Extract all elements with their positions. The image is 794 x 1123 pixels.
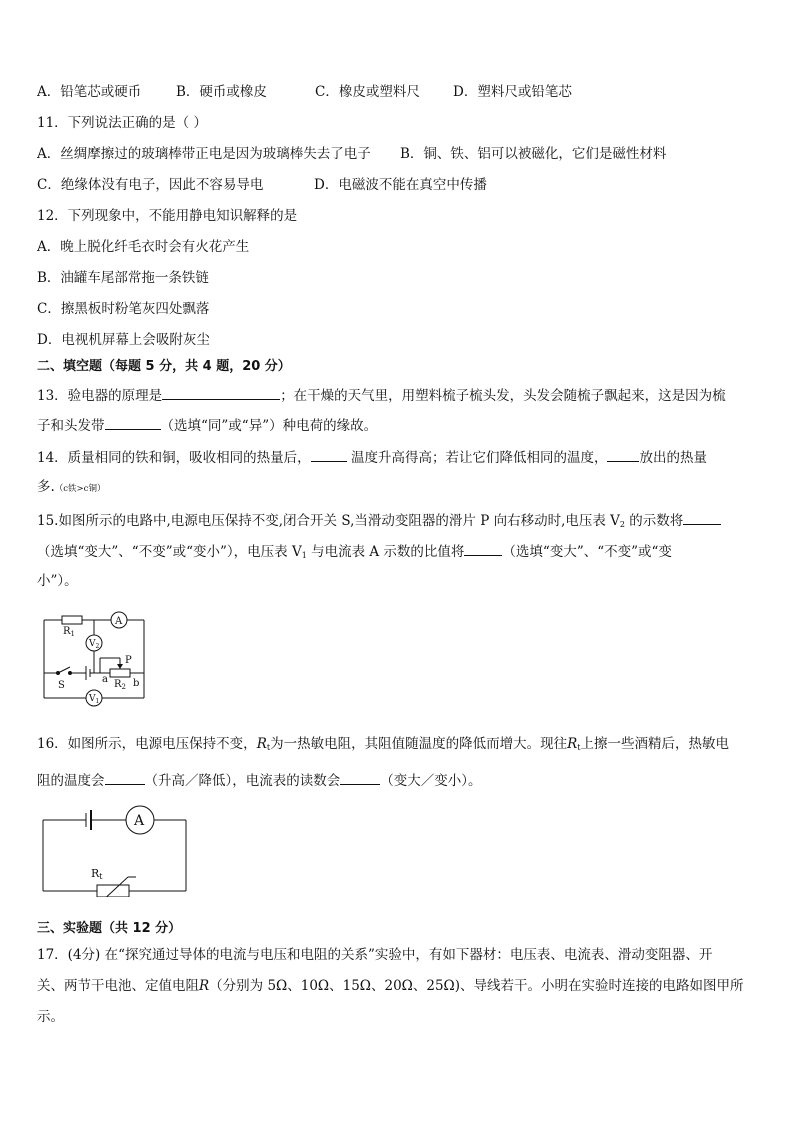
- q15-text-3: （选填“变大”、“不变”或“变小”），电压表 V: [37, 544, 302, 560]
- q16-rt-symbol-1: R: [256, 736, 267, 752]
- q17-text-2a: 关、两节干电池、定值电阻: [37, 978, 199, 994]
- q15-text-2: 的示数将: [625, 513, 684, 529]
- rheostat-r2-symbol: [110, 669, 130, 677]
- q16-circuit-diagram: [40, 805, 190, 897]
- q12-option-d: D．电视机屏幕上会吸附灰尘: [37, 332, 210, 348]
- q14-specific-heat-note: （c铁>c铜）: [54, 484, 106, 494]
- q14-text-1: 14．质量相同的铁和铜，吸收相同的热量后，: [37, 450, 311, 466]
- q12-option-b: B．油罐车尾部常拖一条铁链: [37, 270, 209, 286]
- q11-stem: 11．下列说法正确的是（ ）: [37, 115, 207, 131]
- q11-option-c: C．绝缘体没有电子，因此不容易导电: [37, 177, 264, 193]
- q13-blank-1[interactable]: [162, 385, 280, 400]
- q14-blank-2[interactable]: [607, 447, 639, 462]
- q13-text-2: ；在干燥的天气里，用塑料梳子梳头发，头发会随梳子飘起来，这是因为梳: [280, 388, 726, 404]
- q14-text-3: 放出的热量: [639, 450, 707, 466]
- label-rt: Rt: [91, 867, 103, 881]
- switch-s-symbol: [58, 667, 70, 673]
- q14-line2: [37, 478, 105, 498]
- q16-blank-1[interactable]: [105, 770, 145, 785]
- q16-line2: [37, 770, 482, 790]
- q14-text-4: 多.: [37, 479, 55, 495]
- q15-line2: [37, 541, 672, 565]
- q13-line2: [37, 415, 377, 435]
- resistor-r1-symbol: [62, 616, 82, 624]
- q15-v1-subscript: 1: [301, 551, 307, 560]
- q11-option-b: B．铜、铁、铝可以被磁化，它们是磁性材料: [400, 146, 667, 162]
- q12-stem: 12．下列现象中，不能用静电知识解释的是: [37, 208, 298, 224]
- q15-text-4: 与电流表 A 示数的比值将: [306, 544, 465, 560]
- label-s: S: [58, 680, 65, 691]
- q10-option-c: C．橡皮或塑料尺: [315, 84, 420, 100]
- q16-rt-symbol-2: R: [567, 736, 578, 752]
- section-3-heading: 三、实验题（共 12 分）: [37, 921, 182, 936]
- q13-text-1: 13．验电器的原理是: [37, 388, 163, 404]
- label-r1: $R_1$: [63, 626, 75, 638]
- q16-text-3: 上擦一些酒精后，热敏电: [580, 736, 729, 752]
- q16-text-2: 为一热敏电阻，其阻值随温度的降低而增大。现往: [270, 736, 568, 752]
- label-ammeter: A: [115, 616, 123, 627]
- label-b-end: b: [133, 678, 140, 689]
- q12-option-a: A．晚上脱化纤毛衣时会有火花产生: [37, 239, 250, 255]
- q15-line3: 小”）。: [37, 573, 78, 589]
- q13-blank-2[interactable]: [105, 415, 161, 430]
- q17-text-2b: （分别为 5Ω、10Ω、15Ω、20Ω、25Ω)、导线若干。小明在实验时连接的电路如图甲所: [209, 978, 744, 994]
- q16-rt-sub-1: t: [266, 743, 271, 752]
- q15-v2-subscript: 2: [619, 520, 625, 529]
- q11-option-d: D．电磁波不能在真空中传播: [314, 177, 487, 193]
- q13-line1: [37, 385, 726, 405]
- q16-rt-sub-2: t: [577, 743, 581, 752]
- q15-blank-2[interactable]: [464, 541, 502, 556]
- q15-circuit-diagram: [38, 606, 153, 708]
- label-a-end: a: [102, 674, 108, 685]
- section-2-heading: 二、填空题（每题 5 分，共 4 题，20 分）: [37, 359, 291, 374]
- q15-blank-1[interactable]: [683, 510, 721, 525]
- q13-text-4: （选填“同”或“异”）种电荷的缘故。: [160, 418, 378, 434]
- q16-text-4: 阻的温度会: [37, 773, 105, 789]
- q15-text-1: 15.如图所示的电路中,电源电压保持不变,闭合开关 S,当滑动变阻器的滑片 P 向右移动时,电压表 V: [37, 513, 620, 529]
- q15-text-5: （选填“变大”、“不变”或“变: [502, 544, 672, 560]
- q10-option-d: D．塑料尺或铅笔芯: [453, 84, 572, 100]
- q16-blank-2[interactable]: [340, 770, 380, 785]
- slider-arrow-icon: [117, 664, 123, 669]
- label-r2: $R_2$: [114, 679, 126, 691]
- q15-line1: [37, 510, 721, 534]
- q17-line1: 17．(4分) 在“探究通过导体的电流与电压和电阻的关系”实验中，有如下器材：电压表、电流表、滑动变阻器、开: [37, 947, 713, 963]
- q17-r-symbol: R: [199, 978, 210, 994]
- q17-line2: [37, 977, 744, 995]
- q11-option-a: A．丝绸摩擦过的玻璃棒带正电是因为玻璃棒失去了电子: [37, 146, 371, 162]
- label-p: P: [125, 655, 132, 666]
- q10-option-b: B．硬币或橡皮: [176, 84, 267, 100]
- q16-text-1: 16．如图所示，电源电压保持不变，: [37, 736, 257, 752]
- q16-text-5: （升高／降低），电流表的读数会: [144, 773, 341, 789]
- q10-option-a: A．铅笔芯或硬币: [37, 84, 142, 100]
- q14-line1: [37, 447, 707, 467]
- label-v2: $V_2$: [89, 639, 100, 650]
- q16-line1: [37, 735, 729, 757]
- q14-text-2: 温度升高得高；若让它们降低相同的温度，: [346, 450, 608, 466]
- q12-option-c: C．擦黑板时粉笔灰四处飘落: [37, 301, 210, 317]
- q13-text-3: 子和头发带: [37, 418, 105, 434]
- q16-text-6: （变大／变小）。: [380, 773, 482, 789]
- q14-blank-1[interactable]: [311, 447, 347, 462]
- q17-line3: 示。: [37, 1009, 64, 1025]
- label-ammeter: A: [134, 813, 145, 829]
- label-v1: $V_1$: [89, 694, 100, 705]
